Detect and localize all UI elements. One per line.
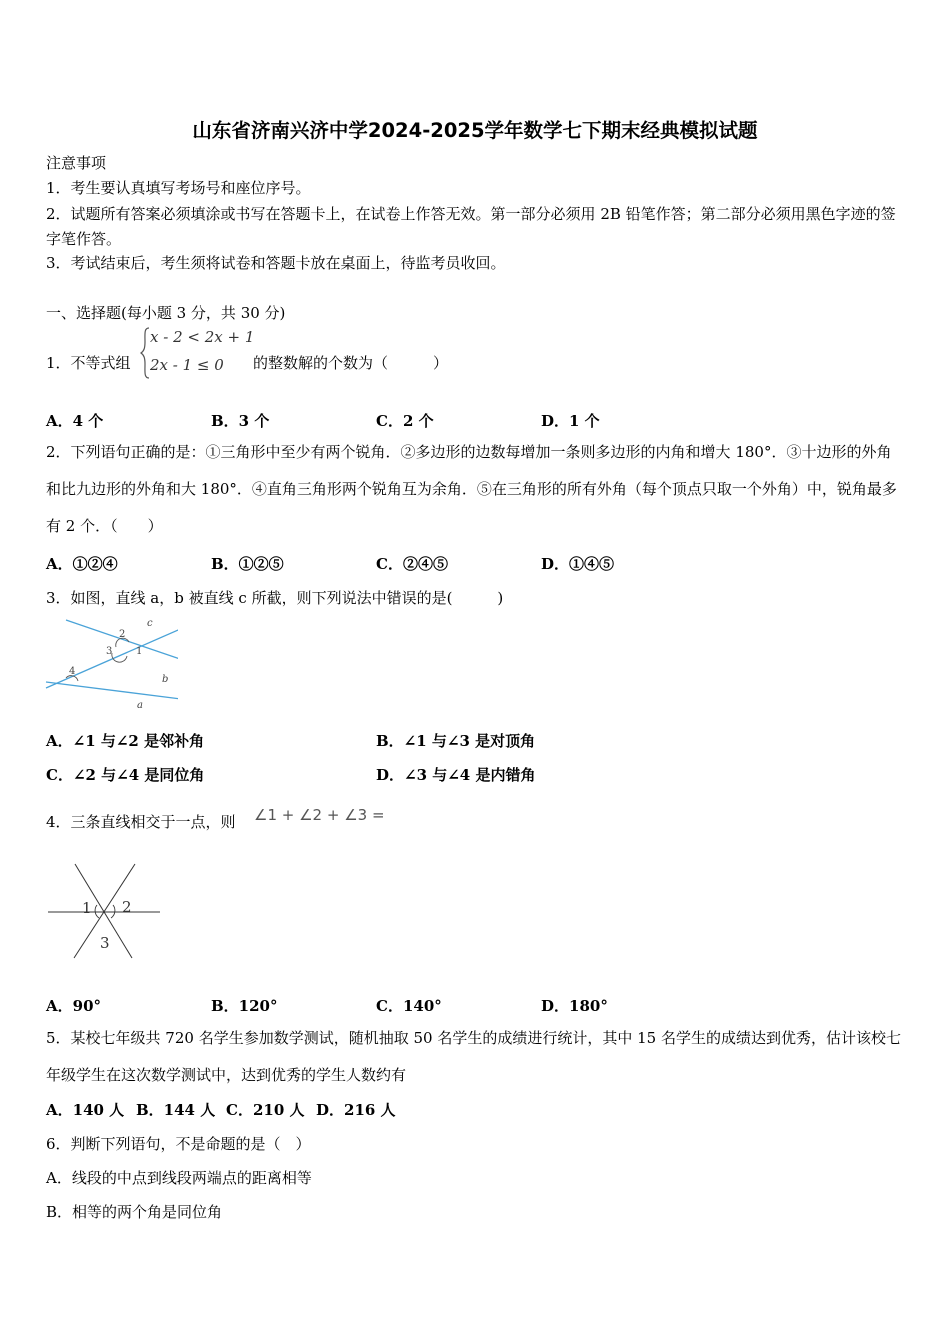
- q4-option-c[interactable]: C．140°: [376, 997, 442, 1015]
- q3-label-2: 2: [119, 629, 126, 640]
- q1-option-b[interactable]: B．3 个: [211, 412, 270, 430]
- q1-suffix: 的整数解的个数为（ ）: [253, 354, 449, 372]
- q5-option-d[interactable]: D．216 人: [316, 1101, 396, 1119]
- q2-option-a[interactable]: A．①②④: [46, 555, 118, 573]
- q6-text: 6．判断下列语句，不是命题的是（ ）: [46, 1135, 311, 1153]
- q1-inequality-2: 2x - 1 ≤ 0: [150, 356, 224, 374]
- notice-item: 3．考试结束后，考生须将试卷和答题卡放在桌面上，待监考员收回。: [46, 254, 506, 272]
- q1-inequality-1: x - 2 < 2x + 1: [150, 328, 255, 346]
- notice-heading: 注意事项: [46, 154, 107, 172]
- q3-option-a[interactable]: A．∠1 与∠2 是邻补角: [46, 732, 205, 750]
- q3-label-b: b: [162, 674, 169, 685]
- page-title: 山东省济南兴济中学2024-2025学年数学七下期末经典模拟试题: [192, 119, 758, 142]
- q3-text: 3．如图，直线 a，b 被直线 c 所截，则下列说法中错误的是( ): [46, 589, 504, 607]
- q5-option-c[interactable]: C．210 人: [226, 1101, 305, 1119]
- q6-option-b[interactable]: B．相等的两个角是同位角: [46, 1203, 223, 1221]
- q1-prefix: 1．不等式组: [46, 354, 131, 372]
- q5-option-b[interactable]: B．144 人: [136, 1101, 216, 1119]
- q4-label-3: 3: [100, 934, 110, 952]
- q3-label-1: 1: [136, 646, 143, 657]
- q5-option-a[interactable]: A．140 人: [46, 1101, 125, 1119]
- notice-item: 2．试题所有答案必须填涂或书写在答题卡上，在试卷上作答无效。第一部分必须用 2B 铅笔作答；第二部分必须用黑色字迹的签字笔作答。: [46, 205, 896, 248]
- q2-option-b[interactable]: B．①②⑤: [211, 555, 284, 573]
- q4-text: 4．三条直线相交于一点，则: [46, 813, 236, 831]
- q4-option-a[interactable]: A．90°: [46, 997, 102, 1015]
- q1-option-a[interactable]: A．4 个: [46, 412, 104, 430]
- q3-label-a: a: [137, 700, 143, 711]
- section-heading: 一、选择题(每小题 3 分，共 30 分): [46, 304, 286, 322]
- notice-item: 1．考生要认真填写考场号和座位序号。: [46, 179, 311, 197]
- q3-label-c: c: [147, 618, 153, 629]
- q1-option-d[interactable]: D．1 个: [541, 412, 600, 430]
- q1-option-c[interactable]: C．2 个: [376, 412, 434, 430]
- q2-text: 2．下列语句正确的是：①三角形中至少有两个锐角．②多边形的边数每增加一条则多边形的内角和增大 180°．③十边形的外角和比九边形的外角和大 180°．④直角三角形两个锐角互为余角．⑤在三角形的所有外角（每个顶点只取一个外角）中，锐角最多有 2 个．（ ）: [46, 443, 897, 535]
- q4-option-b[interactable]: B．120°: [211, 997, 278, 1015]
- q4-label-1: 1: [82, 899, 92, 917]
- q3-option-d[interactable]: D．∠3 与∠4 是内错角: [376, 766, 536, 784]
- q3-option-b[interactable]: B．∠1 与∠3 是对顶角: [376, 732, 536, 750]
- q2-option-c[interactable]: C．②④⑤: [376, 555, 448, 573]
- q3-label-4: 4: [69, 666, 76, 677]
- q3-option-c[interactable]: C．∠2 与∠4 是同位角: [46, 766, 205, 784]
- q2-option-d[interactable]: D．①④⑤: [541, 555, 615, 573]
- q4-option-d[interactable]: D．180°: [541, 997, 608, 1015]
- q3-figure: [44, 616, 178, 712]
- q4-label-2: 2: [122, 898, 132, 916]
- q5-text: 5．某校七年级共 720 名学生参加数学测试，随机抽取 50 名学生的成绩进行统计，其中 15 名学生的成绩达到优秀，估计该校七年级学生在这次数学测试中，达到优秀的学生人数约有: [46, 1029, 901, 1084]
- q6-option-a[interactable]: A．线段的中点到线段两端点的距离相等: [46, 1169, 312, 1187]
- q3-label-3: 3: [106, 646, 113, 657]
- q4-figure: [44, 860, 164, 962]
- q4-expression: ∠1 + ∠2 + ∠3 =: [254, 806, 385, 824]
